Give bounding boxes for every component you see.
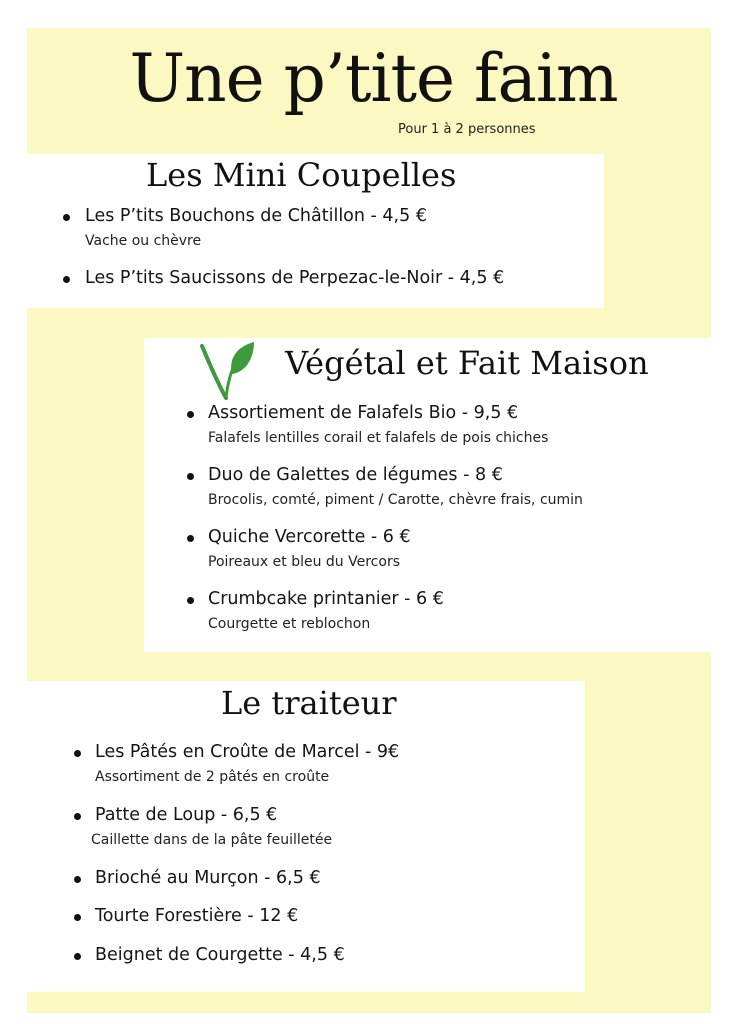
bullet xyxy=(74,813,81,820)
item-desc: Assortiment de 2 pâtés en croûte xyxy=(95,769,330,785)
list-item xyxy=(85,206,427,249)
item-desc: Vache ou chèvre xyxy=(85,233,202,249)
item-name: Beignet de Courgette - 4,5 € xyxy=(95,945,345,965)
list-item xyxy=(208,527,411,570)
bullet xyxy=(74,914,81,921)
bullet xyxy=(74,876,81,883)
bullet xyxy=(187,411,194,418)
bullet xyxy=(74,750,81,757)
bullet xyxy=(187,597,194,604)
item-name: Duo de Galettes de légumes - 8 € xyxy=(208,465,503,485)
bullet xyxy=(63,214,70,221)
item-name: Quiche Vercorette - 6 € xyxy=(208,527,411,547)
item-name: Les P’tits Saucissons de Perpezac-le-Noir - 4,5 € xyxy=(85,268,505,288)
bullet xyxy=(74,953,81,960)
section-title-mini-coupelles: Les Mini Coupelles xyxy=(146,156,457,194)
list-item xyxy=(95,945,345,965)
item-name: Patte de Loup - 6,5 € xyxy=(95,805,278,825)
list-item xyxy=(91,805,333,848)
list-item xyxy=(208,403,548,446)
item-desc: Courgette et reblochon xyxy=(208,616,371,632)
item-name: Tourte Forestière - 12 € xyxy=(95,906,299,926)
list-item xyxy=(208,465,583,508)
item-name: Les P’tits Bouchons de Châtillon - 4,5 € xyxy=(85,206,427,226)
bullet xyxy=(187,473,194,480)
list-item xyxy=(95,868,321,888)
list-item xyxy=(95,742,399,785)
bullet xyxy=(187,535,194,542)
section-title-traiteur: Le traiteur xyxy=(221,684,397,722)
item-desc: Falafels lentilles corail et falafels de pois chiches xyxy=(208,430,549,446)
list-item xyxy=(208,589,444,632)
item-name: Crumbcake printanier - 6 € xyxy=(208,589,444,609)
page-subtitle: Pour 1 à 2 personnes xyxy=(398,122,536,137)
leaf-icon xyxy=(198,340,256,402)
list-item xyxy=(95,906,298,926)
item-name: Brioché au Murçon - 6,5 € xyxy=(95,868,321,888)
item-desc: Poireaux et bleu du Vercors xyxy=(208,554,400,570)
item-name: Les Pâtés en Croûte de Marcel - 9€ xyxy=(95,742,400,762)
bullet xyxy=(63,276,70,283)
item-name: Assortiement de Falafels Bio - 9,5 € xyxy=(208,403,519,423)
page-title: Une p’tite faim xyxy=(129,40,618,117)
item-desc: Brocolis, comté, piment / Carotte, chèvre frais, cumin xyxy=(208,492,583,508)
section-title-vegetal: Végétal et Fait Maison xyxy=(285,344,649,382)
list-item xyxy=(85,268,504,288)
item-desc: Caillette dans de la pâte feuilletée xyxy=(91,832,333,848)
